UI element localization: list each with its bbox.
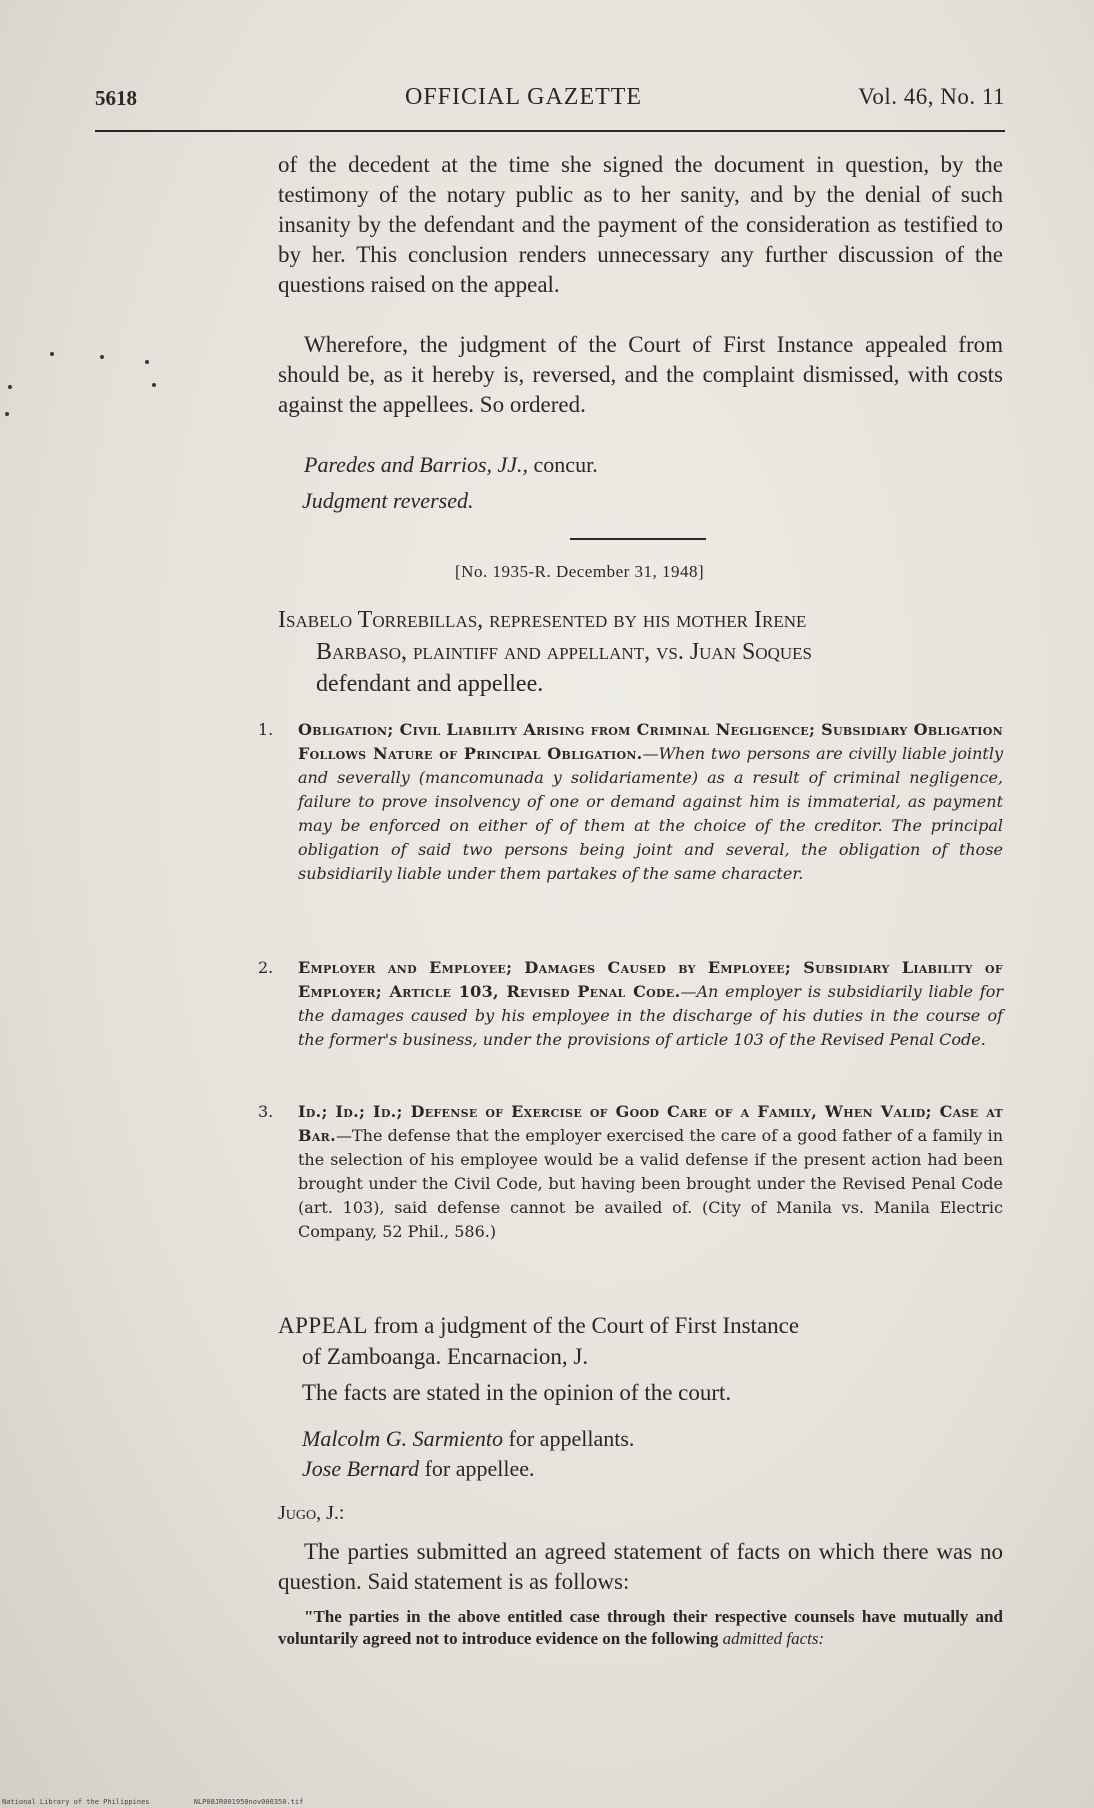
concurring-judges: Paredes and Barrios, JJ., <box>304 452 529 477</box>
quoted-stipulation <box>278 1606 1003 1650</box>
syllabus-number: 2. <box>258 958 274 977</box>
paragraph-decedent: of the decedent at the time she signed the document in question, by the testimony of the notary public as to her sanity, and by the denial of such insanity by the defendant and the payment of the consideration as testified to by her. This conclusion renders unnecessary any further discussion of the questions raised on the appeal. <box>278 152 1003 297</box>
section-separator <box>570 538 706 540</box>
syllabus-topic: Employer and Employee; Damages Caused by Employee; Subsidiary Liability of Employer; Article 103, Revised Penal Code. <box>298 958 1003 1001</box>
ponente: Jugo, J.: <box>278 1502 345 1524</box>
appeal-line-2: of Zamboanga. Encarnacion, J. <box>302 1344 589 1369</box>
syllabus-text: —The defense that the employer exercised the care of a good father of a family in the selection of his employee would be a valid defense if the present action had been brought under the Civil Code, but having been brought under the Revised Penal Code (art. 103), said defense cannot be availed of. (City of Manila vs. Manila Electric Company, 52 Phil., 586.) <box>298 1126 1003 1241</box>
quote-text: "The parties in the above entitled case through their respective counsels have mutually and voluntarily agreed not to introduce evidence on the following <box>278 1607 1003 1648</box>
counsel-name: Malcolm G. Sarmiento <box>302 1426 504 1451</box>
scan-speck <box>8 385 12 389</box>
page-number: 5618 <box>95 86 137 110</box>
scan-speck <box>145 360 149 364</box>
scan-footer <box>2 1798 343 1806</box>
parties-line-1: Isabelo Torrebillas, represented by his mother Irene <box>278 607 807 633</box>
concur-text: concur. <box>533 452 598 477</box>
syllabus-item <box>258 956 1004 1052</box>
case-number: [No. 1935-R. December 31, 1948] <box>455 562 705 581</box>
scan-speck <box>5 412 9 416</box>
scan-speck <box>100 355 104 359</box>
syllabus-number: 3. <box>258 1102 274 1121</box>
parties-line-2: Barbaso, plaintiff and appellant, vs. Juan Soques <box>316 639 813 665</box>
syllabus-text: —An employer is subsidiarily liable for the damages caused by his employee in the discharge of his duties in the course of the former's business, under the provisions of article 103 of the Revised Penal Code. <box>298 982 1004 1049</box>
parties-line-3: defendant and appellee. <box>316 671 544 697</box>
counsel-appellee <box>302 1456 1027 1482</box>
syllabus-item <box>258 718 1003 886</box>
syllabus-text: —When two persons are civilly liable jointly and severally (mancomunada y solidariamente) as a result of criminal negligence, failure to prove insolvency of one or demand against him is immaterial, as payment may be enforced on either of of them at the choice of the creditor. The principal obligation of said two persons being joint and several, the obligation of those subsidiarily liable under them partakes of the same character. <box>298 744 1003 883</box>
paragraph-agreed-statement: The parties submitted an agreed statement of facts on which there was no question. Said statement is as follows: <box>278 1539 1003 1594</box>
counsel-name: Jose Bernard <box>302 1456 420 1481</box>
counsel-role: for appellants. <box>508 1426 635 1451</box>
syllabus-item <box>258 1100 1003 1244</box>
syllabus-topic: Id.; Id.; Id.; Defense of Exercise of Good Care of a Family, When Valid; Case at Bar. <box>298 1102 1003 1145</box>
judgment-result: Judgment reversed. <box>302 488 474 513</box>
scan-speck <box>50 352 54 356</box>
page-header <box>95 82 1005 118</box>
gazette-title: OFFICIAL GAZETTE <box>405 84 643 110</box>
concurrence <box>304 450 1029 480</box>
counsel-role: for appellee. <box>424 1456 535 1481</box>
appeal-statement <box>278 1310 1003 1372</box>
footer-library: National Library of the Philippines <box>2 1798 150 1806</box>
paragraph-wherefore: Wherefore, the judgment of the Court of First Instance appealed from should be, as it hereby is, reversed, and the complaint dismissed, with costs against the appellees. So ordered. <box>278 332 1003 417</box>
volume-number: Vol. 46, No. 11 <box>858 84 1005 109</box>
syllabus-topic: Obligation; Civil Liability Arising from Criminal Negligence; Subsidiary Obligation Follows Nature of Principal Obligation. <box>298 720 1003 763</box>
scan-speck <box>152 383 156 387</box>
header-rule <box>95 130 1005 132</box>
case-parties <box>278 604 1003 700</box>
appeal-line-1: from a judgment of the Court of First Instance <box>373 1313 800 1338</box>
appeal-lead: APPEAL <box>278 1313 368 1338</box>
quote-end: admitted facts: <box>722 1629 825 1648</box>
syllabus-number: 1. <box>258 720 274 739</box>
footer-filename: NLP08JR001950nov000350.tif <box>193 1798 304 1806</box>
counsel-appellants <box>302 1426 1027 1452</box>
facts-statement: The facts are stated in the opinion of the court. <box>302 1380 732 1405</box>
